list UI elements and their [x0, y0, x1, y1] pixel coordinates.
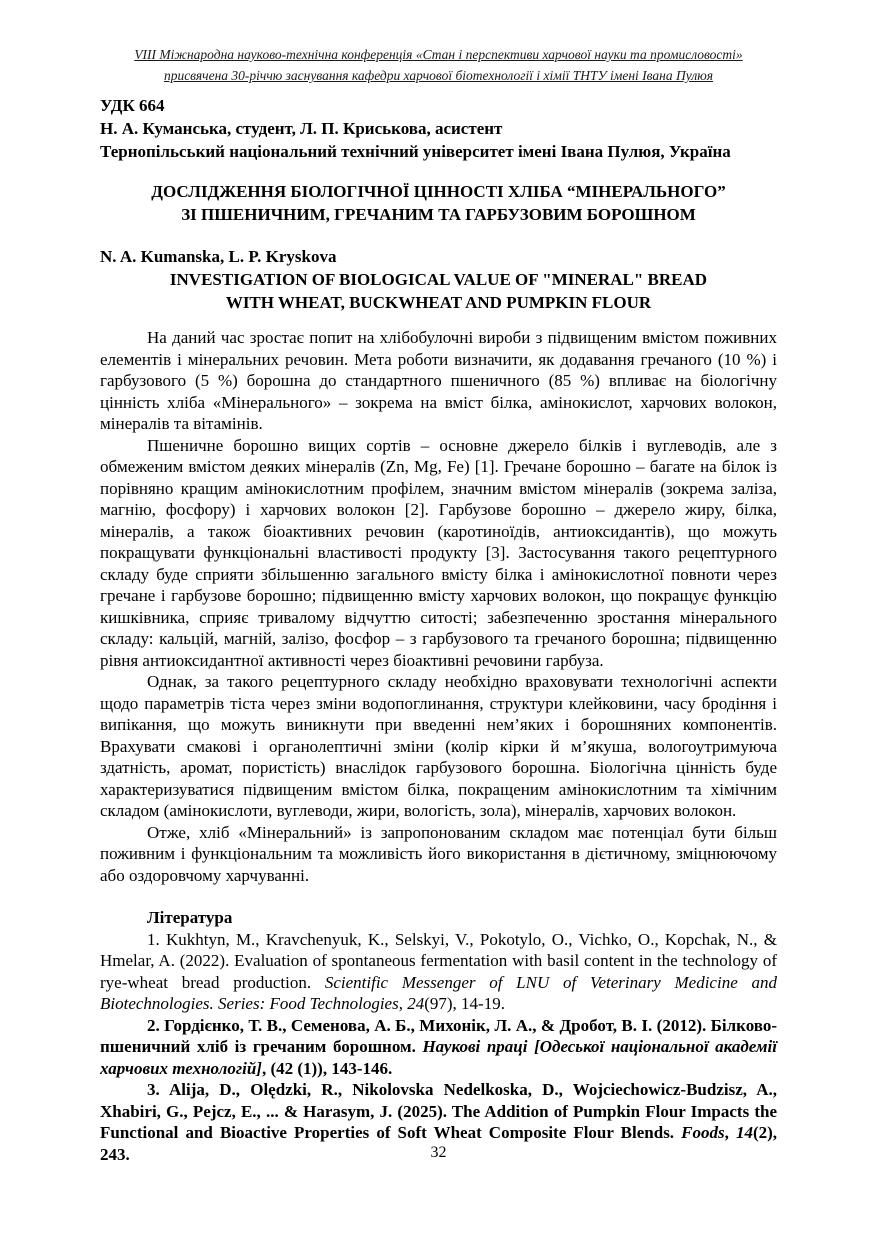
reference-segment: , [724, 1123, 736, 1142]
reference-item [100, 929, 777, 1015]
authors-en: N. A. Kumanska, L. P. Kryskova [100, 247, 337, 266]
article-title-ua-line2: ЗІ ПШЕНИЧНИМ, ГРЕЧАНИМ ТА ГАРБУЗОВИМ БОРОШНОМ [181, 205, 696, 224]
references-list [100, 929, 777, 1166]
reference-segment: (2), 243. [100, 1123, 778, 1164]
reference-segment-italic: Scientific Messenger of LNU of Veterinary Medicine and Biotechnologies. Series: Food Technologies [100, 972, 777, 1013]
english-block [100, 245, 777, 314]
article-title-ua-line1: ДОСЛІДЖЕННЯ БІОЛОГІЧНОЇ ЦІННОСТІ ХЛІБА “МІНЕРАЛЬНОГО” [151, 182, 726, 201]
conference-title-line: VIII Міжнародна науково-технічна конференція «Стан і перспективи харчової науки та промисловості» [134, 47, 743, 62]
literature-heading: Література [147, 908, 233, 927]
authors-ua: Н. А. Куманська, студент, Л. П. Криськова, асистент [100, 119, 503, 138]
reference-segment: , (42 (1)), 143-146. [261, 1058, 393, 1078]
abstract-body [100, 327, 777, 886]
page-number: 32 [430, 1144, 447, 1161]
article-title-en [100, 268, 777, 314]
reference-segment-italic: Наукові праці [Одеської національної академії харчових технологій] [100, 1037, 777, 1078]
conference-header [100, 44, 777, 86]
affiliation-ua: Тернопільський національний технічний університет імені Івана Пулюя, Україна [100, 142, 731, 161]
body-paragraph: На даний час зростає попит на хлібобулочні вироби з підвищеним вмістом поживних елементів і мінеральних речовин. Мета роботи визначити, як додавання гречаного (10 %) і гарбузового (5 %) борошна до стандартного пшеничного (85 %) впливає на біологічну цінність хліба «Мінерального» – зокрема на вміст білка, амінокислот, харчових волокон, мінералів та вітамінів. [100, 328, 777, 433]
article-meta [100, 94, 777, 163]
article-title-en-line1: INVESTIGATION OF BIOLOGICAL VALUE OF "MINERAL" BREAD [169, 270, 708, 289]
conference-subtitle-line: присвячена 30-річчю заснування кафедри харчової біотехнології і хімії ТНТУ імені Івана Пулюя [163, 68, 714, 83]
literature-section [100, 907, 777, 1165]
body-paragraph: Пшеничне борошно вищих сортів – основне джерело білків і вуглеводів, але з обмеженим вмістом деяких мінералів (Zn, Mg, Fe) [1]. Гречане борошно – багате на білок із порівняно кращим амінокислотним профілем, значним вмістом мінералів (зокрема заліза, магнію, фосфору) і харчових волокон [2]. Гарбузове борошно – джерело жиру, білка, мінералів, а також біоактивних речовин (каротиноїдів, антиоксидантів), що можуть покращувати функціональні властивості продукту [3]. Застосування такого рецептурного складу буде сприяти збільшенню загального вмісту білка і амінокислотної повноти через гречане і гарбузове борошно; підвищенню вмісту харчових волокон, що покращує функцію кишківника, сприяє тривалому відчуттю ситості; забезпеченню зростання мінерального складу: кальцій, магній, залізо, фосфор – з гарбузового та гречаного борошна; підвищенню рівня антиоксидантної активності через біоактивні речовини гарбуза. [100, 435, 777, 670]
body-paragraph: Отже, хліб «Мінеральний» із запропонованим складом має потенціал бути більш поживним і функціональним та можливість його використання в дієтичному, зміцнюючому або оздоровчому харчуванні. [100, 822, 777, 885]
udc-code: УДК 664 [100, 96, 165, 115]
reference-segment: 3. Alija, D., Olędzki, R., Nikolovska Nedelkoska, D., Wojciechowicz-Budzisz, A., Xhabiri, G., Pejcz, E., ... & Harasym, J. (2025). The Addition of Pumpkin Flour Impacts the Functional and Bioactive Properties of Soft Wheat Composite Flour Blends. [100, 1080, 777, 1142]
reference-segment: 1. Kukhtyn, M., Kravchenyuk, K., Selskyi, V., Pokotylo, O., Vichko, O., Kopchak, N., & Hmelar, A. (2022). Evaluation of spontaneous fermentation with basil content in the technology of rye-wheat bread production. [100, 929, 777, 992]
reference-item [100, 1015, 777, 1080]
reference-segment-italic: 14 [735, 1123, 753, 1142]
reference-segment-italic: 24 [407, 994, 425, 1013]
body-paragraph: Однак, за такого рецептурного складу необхідно враховувати технологічні аспекти щодо параметрів тіста через зміни водопоглинання, структури клейковини, часу бродіння і випікання, що можуть виникнути при введенні нем’яких і борошняних компонентів. Врахувати смакові і органолептичні зміни (колір кірки й м’якуша, вологоутримуюча здатність, аромат, пористість) внаслідок гарбузового борошна. Біологічна цінність буде характеризуватися підвищеним вмістом білка, покращеним амінокислотним та хімічним складом (амінокислоти, вуглеводи, жири, вологість, зола), мінералів, харчових волокон. [100, 672, 777, 820]
article-title-en-line2: WITH WHEAT, BUCKWHEAT AND PUMPKIN FLOUR [225, 293, 652, 312]
article-title-ua [100, 180, 777, 226]
reference-segment: , [398, 994, 408, 1013]
reference-segment: 2. Гордієнко, Т. В., Семенова, А. Б., Михонік, Л. А., & Дробот, В. І. (2012). Білково-пшеничний хліб із гречаним борошном. [100, 1015, 777, 1056]
reference-segment-italic: Foods [681, 1123, 725, 1142]
reference-segment: (97), 14-19. [424, 994, 505, 1013]
